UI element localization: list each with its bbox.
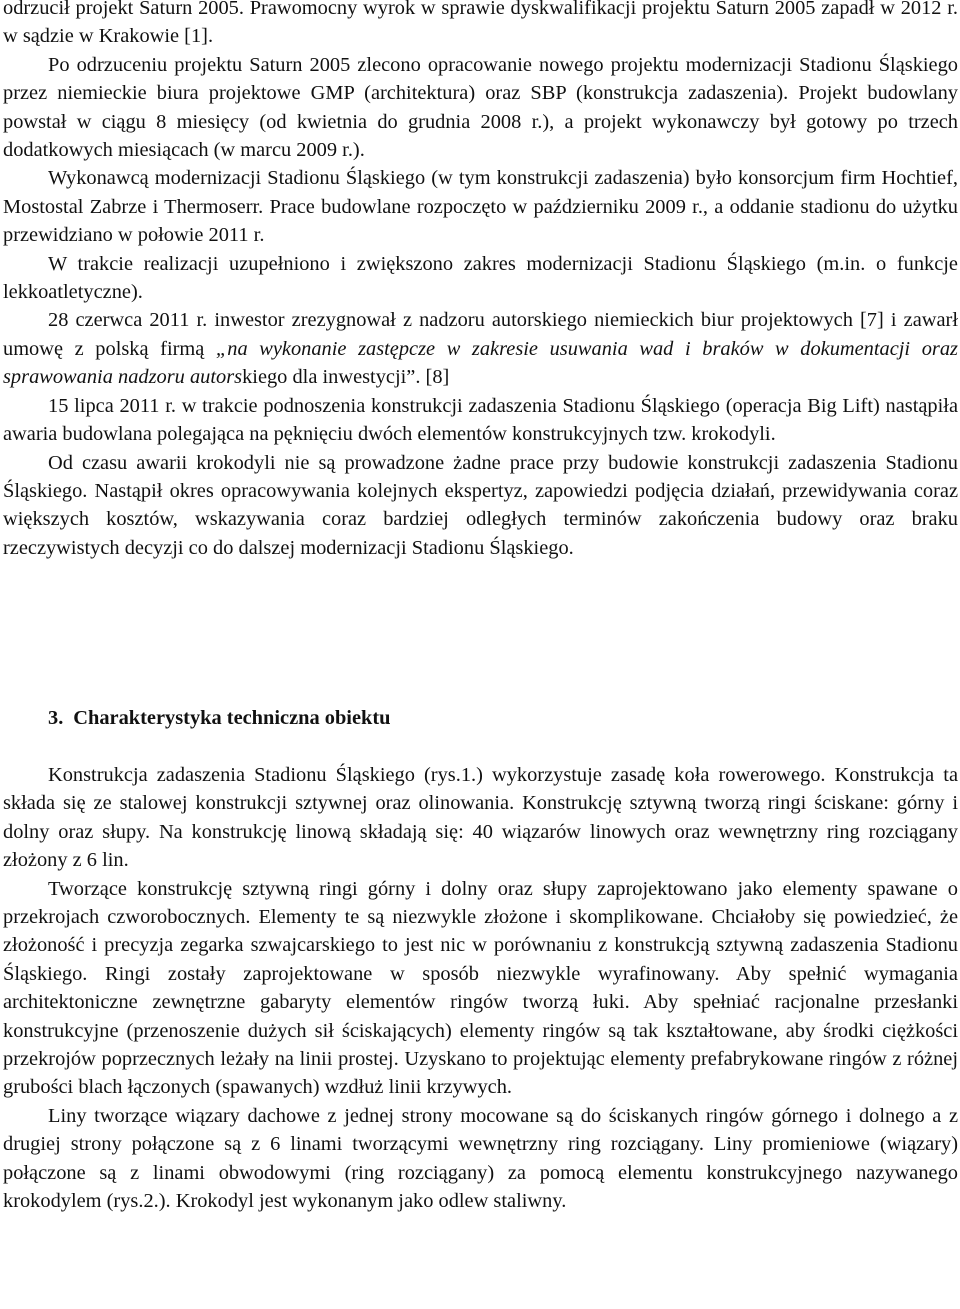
body-text-section: [3, 761, 958, 1216]
supervision-text: 28 czerwca 2011 r. inwestor zrezygnował z nadzoru autorskiego niemieckich biur projektowych [7] i zawarł umowę z polską firmą: [3, 309, 958, 360]
paragraph-new-project: Po odrzuceniu projektu Saturn 2005 zlecono opracowanie nowego projektu modernizacji Stadionu Śląskiego przez niemieckie biura projektowe GMP (architektura) oraz SBP (konstrukcja zadaszenia). Projekt budowlany powstał w ciągu 8 miesięcy (od kwietnia do grudnia 2008 r.), a projekt wykonawczy był gotowy po trzech dodatkowych miesiącach (w marcu 2009 r.).: [3, 53, 958, 162]
paragraph-contractor: Wykonawcą modernizacji Stadionu Śląskiego (w tym konstrukcji zadaszenia) było konsorcjum firm Hochtief, Mostostal Zabrze i Thermoserr. Prace budowlane rozpoczęto w październiku 2009 r., a oddanie stadionu do użytku przewidziano w połowie 2011 r.: [3, 167, 958, 247]
paragraph-continuation: odrzucił projekt Saturn 2005. Prawomocny wyrok w sprawie dyskwalifikacji projektu Saturn 2005 zapadł w 2012 r. w sądzie w Krakowie [1].: [3, 0, 958, 48]
section-number: 3.: [48, 707, 64, 729]
supervision-text-end: kiego dla inwestycji”. [8]: [242, 366, 450, 389]
paragraph-scope-extension: W trakcie realizacji uzupełniono i zwiększono zakres modernizacji Stadionu Śląskiego (m.in. o funkcje lekkoatletyczne).: [3, 252, 958, 304]
paragraph-cables: Liny tworzące wiązary dachowe z jednej strony mocowane są do ściskanych ringów górnego i dolnego a z drugiej strony połączone są z 6 linami tworzącymi wewnętrzny ring rozciągany. Liny promieniowe (wiązary) połączone są z linami obwodowymi (ring rozciągany) za pomocą elementu konstrukcyjnego nazywanego krokodylem (rys.2.). Krokodyl jest wykonanym jako odlew staliwny.: [3, 1104, 958, 1213]
paragraph-structure-overview: Konstrukcja zadaszenia Stadionu Śląskiego (rys.1.) wykorzystuje zasadę koła rowerowego. Konstrukcja ta składa się ze stalowej konstrukcji sztywnej oraz olinowania. Konstrukcję sztywną tworzą ringi ściskane: górny i dolny oraz słupy. Na konstrukcję linową składają się: 40 wiązarów linowych oraz wewnętrzny ring rozciągany złożony z 6 lin.: [3, 764, 958, 872]
paragraph-failure: 15 lipca 2011 r. w trakcie podnoszenia konstrukcji zadaszenia Stadionu Śląskiego (operacja Big Lift) nastąpiła awaria budowlana polegająca na pęknięciu dwóch elementów konstrukcyjnych tzw. krokodyli.: [3, 394, 958, 446]
paragraph-rigid-structure: Tworzące konstrukcję sztywną ringi górny i dolny oraz słupy zaprojektowano jako elementy spawane o przekrojach czworobocznych. Elementy te są niezwykle złożone i skomplikowane. Chciałoby się powiedzieć, że złożoność i precyzja zegarka szwajcarskiego to jest nic w porównaniu z konstrukcją sztywną zadaszenia Stadionu Śląskiego. Ringi zostały zaprojektowane w sposób niezwykle wyrafinowany. Aby spełnić wymagania architektoniczne zewnętrzne gabaryty elementów ringów tworzą łuki. Aby spełniać racjonalne przesłanki konstrukcyjne (przenoszenie dużych sił ściskających) elementy ringów są tak kształtowane, aby środki ciężkości przekrojów poprzecznych leżały na linii prostej. Uzyskano to projektując elementy prefabrykowane ringów z różnej grubości blach łączonych (spawanych) wzdłuż linii krzywych.: [3, 877, 958, 1099]
body-text-top: [3, 0, 958, 562]
paragraph-supervision: [3, 306, 958, 391]
paragraph-aftermath: Od czasu awarii krokodyli nie są prowadzone żadne prace przy budowie konstrukcji zadaszenia Stadionu Śląskiego. Nastąpił okres opracowywania kolejnych ekspertyz, zapowiedzi podjęcia działań, przewidywania coraz większych kosztów, wskazywania coraz bardziej odległych terminów zakończenia budowy oraz braku rzeczywistych decyzji co do dalszej modernizacji Stadionu Śląskiego.: [3, 451, 958, 559]
section-title: Charakterystyka techniczna obiektu: [73, 707, 391, 729]
supervision-quote-italic: „na wykonanie zastępcze w zakresie usuwania wad i braków w dokumentacji oraz sprawowania nadzoru autors: [3, 337, 958, 389]
section-heading: [3, 704, 390, 732]
